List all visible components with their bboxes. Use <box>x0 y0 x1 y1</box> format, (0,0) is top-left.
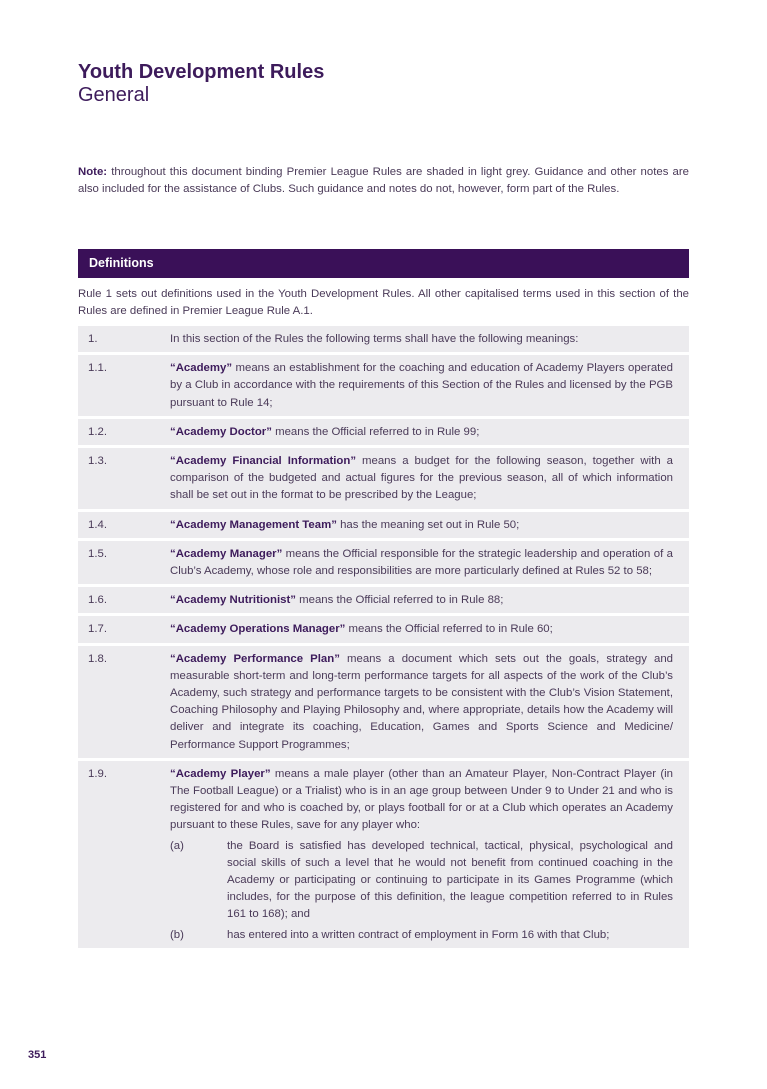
rule-text <box>170 621 673 638</box>
rule-body: means the Official referred to in Rule 88; <box>295 594 504 607</box>
rule-term: “Academy Nutritionist” <box>170 594 296 607</box>
subitem-text: the Board is satisfied has developed technical, tactical, physical, psychological and social skills of such a level that he would not benefit from continued coaching in the Academy or participating or continuing to participate in its Games Programme (which includes, for the purpose of this definition, the league competition referred to in Rules 161 to 168); and <box>227 839 673 921</box>
rule-number: 1. <box>88 333 98 345</box>
rule-number: 1.6. <box>88 594 107 607</box>
rule-body: means a budget for the following season, together with a comparison of the budgeted and actual figures for the previous season, all of which information shall be set out in the format to be prescribed by the League; <box>170 455 673 502</box>
rule-body: means an establishment for the coaching and education of Academy Players operated by a Club in accordance with the requirements of this Section of the Rules and licensed by the PGB pursuant to Rule 14; <box>170 362 673 409</box>
rule-body: has the meaning set out in Rule 50; <box>336 518 520 531</box>
rule-term: “Academy Player” <box>170 767 271 780</box>
rule-subitem <box>170 838 673 924</box>
rule-row <box>78 419 689 445</box>
rule-text <box>170 424 673 441</box>
rule-text <box>170 453 673 505</box>
rule-body: means the Official responsible for the strategic leadership and operation of a Club’s Academy, whose role and responsibilities are more particularly defined at Rules 52 to 58; <box>170 547 673 578</box>
page-subtitle: General <box>78 84 150 106</box>
rule-body: means the Official referred to in Rule 99; <box>271 425 480 438</box>
rule-row <box>78 646 689 758</box>
rule-text <box>170 651 673 754</box>
rule-number: 1.8. <box>88 652 107 665</box>
section-heading-bar: Definitions <box>78 249 689 278</box>
rule-row <box>78 326 689 352</box>
rule-number: 1.4. <box>88 518 107 531</box>
rule-number: 1.9. <box>88 767 107 780</box>
page-title: Youth Development Rules <box>78 61 325 83</box>
rule-text <box>170 360 673 412</box>
rule-text <box>170 766 673 944</box>
rule-term: “Academy Financial Information” <box>170 455 357 468</box>
rule-number: 1.2. <box>88 425 107 438</box>
rule-term: “Academy Manager” <box>170 547 283 560</box>
rule-body: means a document which sets out the goals, strategy and measurable short-term and long-term performance targets for all aspects of the work of the Club’s Academy, such strategy and performance targets to be consistent with the Club’s Vision Statement, Coaching Philosophy and Playing Philosophy and, where appropriate, details how the Academy will deliver and integrate its coaching, Education, Games and Sports Science and Medicine/ Performance Support Programmes; <box>170 652 673 751</box>
section-intro: Rule 1 sets out definitions used in the Youth Development Rules. All other capitalised terms used in this section of the Rules are defined in Premier League Rule A.1. <box>78 288 689 317</box>
rule-row <box>78 541 689 584</box>
rule-term: “Academy Performance Plan” <box>170 652 340 665</box>
subitem-label: (a) <box>170 839 184 852</box>
rule-number: 1.5. <box>88 547 107 560</box>
rule-number: 1.7. <box>88 623 107 636</box>
rule-row <box>78 616 689 642</box>
rule-row <box>78 355 689 416</box>
rule-row <box>78 761 689 948</box>
rule-row <box>78 448 689 509</box>
rule-term: “Academy Operations Manager” <box>170 623 346 636</box>
rule-body: means a male player (other than an Amateur Player, Non-Contract Player (in The Football League) or a Trialist) who is in an age group between Under 9 to Under 21 and who is registered for and who is coached by, or plays football for or at a Club which operates an Academy pursuant to these Rules, save for any player who: <box>170 767 673 832</box>
rule-subitem <box>170 927 673 944</box>
note-text: throughout this document binding Premier League Rules are shaded in light grey. Guidance and other notes are also included for the assistance of Clubs. Such guidance and notes do not, however, form part of the Rules. <box>78 166 689 195</box>
rule-body: In this section of the Rules the following terms shall have the following meanings: <box>170 333 579 345</box>
rule-term: “Academy Doctor” <box>170 425 272 438</box>
rule-body: means the Official referred to in Rule 60; <box>345 623 553 636</box>
subitem-label: (b) <box>170 928 184 941</box>
rule-text <box>170 517 673 534</box>
rule-term: “Academy Management Team” <box>170 518 337 531</box>
rules-list <box>78 326 689 951</box>
rule-number: 1.1. <box>88 362 107 375</box>
rule-text <box>170 592 673 609</box>
note-label: Note: <box>78 166 108 178</box>
note-paragraph <box>78 164 689 197</box>
rule-text <box>170 546 673 580</box>
rule-number: 1.3. <box>88 455 107 468</box>
rule-row <box>78 587 689 613</box>
page-number: 351 <box>28 1049 47 1061</box>
rule-row <box>78 512 689 538</box>
rule-term: “Academy” <box>170 362 233 375</box>
subitem-text: has entered into a written contract of employment in Form 16 with that Club; <box>227 928 610 941</box>
rule-text <box>170 331 673 348</box>
